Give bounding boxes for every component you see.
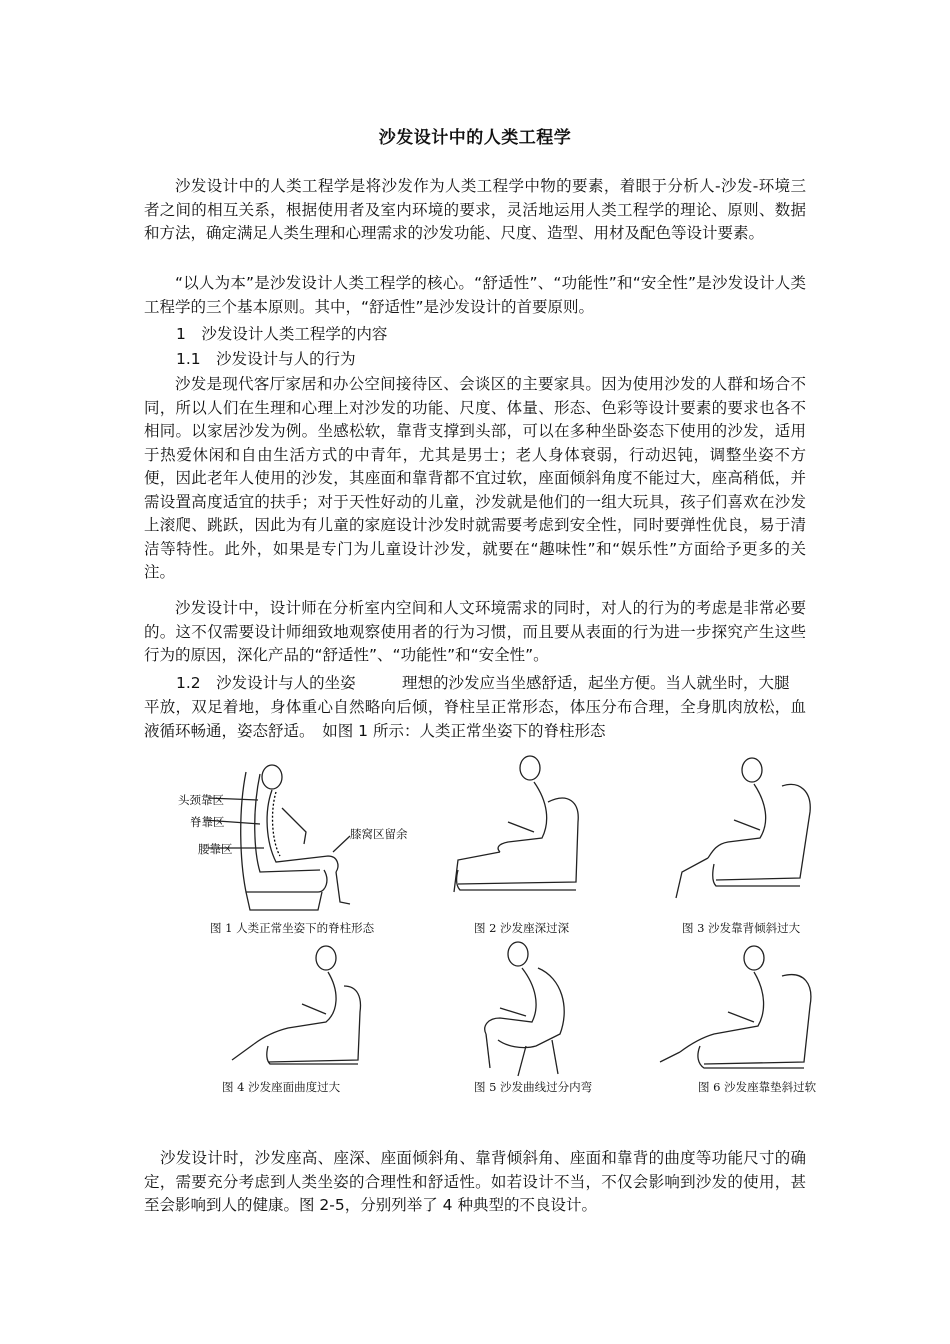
paragraph-principles: “以人为本”是沙发设计人类工程学的核心。“舒适性”、“功能性”和“安全性”是沙发设计人类工程学的三个基本原则。其中，“舒适性”是沙发设计的首要原则。: [144, 274, 806, 316]
paragraph-intro: 沙发设计中的人类工程学是将沙发作为人类工程学中物的要素，着眼于分析人-沙发-环境三者之间的相互关系，根据使用者及室内环境的要求，灵活地运用人类工程学的理论、原则、数据和方法，确定满足人类生理和心理需求的沙发功能、尺度、造型、用材及配色等设计要素。: [144, 177, 806, 242]
figure-2-drawing: [438, 752, 598, 917]
label-waist: 腰靠区: [198, 842, 233, 856]
heading-section-1: 1 沙发设计人类工程学的内容: [176, 325, 388, 343]
label-head-neck: 头颈靠区: [178, 793, 224, 807]
paragraph-behavior: 沙发是现代客厅家居和办公空间接待区、会谈区的主要家具。因为使用沙发的人群和场合不同，所以人们在生理和心理上对沙发的功能、尺度、体量、形态、色彩等设计要素的要求也各不相同。以家居沙发为例。坐感松软，靠背支撑到头部，可以在多种坐卧姿态下使用的沙发，适用于热爱休闲和自由生活方式的中青年，尤其是男士；老人身体衰弱，行动迟钝，调整坐姿不方便，因此老年人使用的沙发，其座面和靠背都不宜过软，座面倾斜角度不能过大，座高稍低，并需设置高度适宜的扶手；对于天性好动的儿童，沙发就是他们的一组大玩具，孩子们喜欢在沙发上滚爬、跳跃，因此为有儿童的家庭设计沙发时就需要考虑到安全性，同时要弹性优良，易于清洁等特性。此外，如果是专门为儿童设计沙发，就要在“趣味性”和“娱乐性”方面给予更多的关注。: [144, 375, 806, 581]
heading-section-1-1: 1.1 沙发设计与人的行为: [176, 350, 356, 368]
figure-5-illustration: [466, 938, 586, 1078]
page-title: 沙发设计中的人类工程学: [378, 128, 572, 148]
paragraph-posture: 平放，双足着地，身体重心自然略向后倾，脊柱呈正常形态，体压分布合理，全身肌肉放松，血液循环畅通，姿态舒适。 如图 1 所示：人类正常坐姿下的脊柱形态: [144, 698, 806, 740]
figure-4-illustration: [228, 942, 368, 1072]
figure-6-illustration: [654, 942, 824, 1072]
figure-grid: [168, 752, 828, 1097]
heading-section-1-2: 1.2 沙发设计与人的坐姿: [176, 674, 356, 692]
label-spine: 脊靠区: [190, 815, 225, 829]
caption-figure-3: 图 3 沙发靠背倾斜过大: [682, 921, 801, 935]
paragraph-dimensions: 沙发设计时，沙发座高、座深、座面倾斜角、靠背倾斜角、座面和靠背的曲度等功能尺寸的确定，需要充分考虑到人类坐姿的合理性和舒适性。如若设计不当，不仅会影响到沙发的使用，甚至会影响到人的健康。图 2-5，分别列举了 4 种典型的不良设计。: [144, 1149, 806, 1214]
caption-figure-4: 图 4 沙发座面曲度过大: [222, 1080, 341, 1094]
figure-1-illustration: [168, 752, 408, 922]
figure-2-illustration: [438, 752, 598, 917]
caption-figure-5: 图 5 沙发曲线过分内弯: [474, 1080, 593, 1094]
caption-figure-2: 图 2 沙发座深过深: [474, 921, 570, 935]
paragraph-designer: 沙发设计中，设计师在分析室内空间和人文环境需求的同时，对人的行为的考虑是非常必要的。这不仅需要设计师细致地观察使用者的行为习惯，而且要从表面的行为进一步探究产生这些行为的原因，深化产品的“舒适性”、“功能性”和“安全性”。: [144, 599, 806, 664]
figure-6-drawing: [654, 942, 824, 1072]
figure-4-drawing: [228, 942, 368, 1072]
figure-3-drawing: [660, 752, 825, 917]
figure-5-drawing: [466, 938, 586, 1078]
figure-3-illustration: [660, 752, 825, 917]
caption-figure-1: 图 1 人类正常坐姿下的脊柱形态: [210, 921, 375, 935]
label-knee: 膝窝区留余: [350, 827, 408, 841]
paragraph-posture-start: 理想的沙发应当坐感舒适，起坐方便。当人就坐时，大腿: [402, 674, 790, 692]
caption-figure-6: 图 6 沙发座靠垫斜过软: [698, 1080, 817, 1094]
